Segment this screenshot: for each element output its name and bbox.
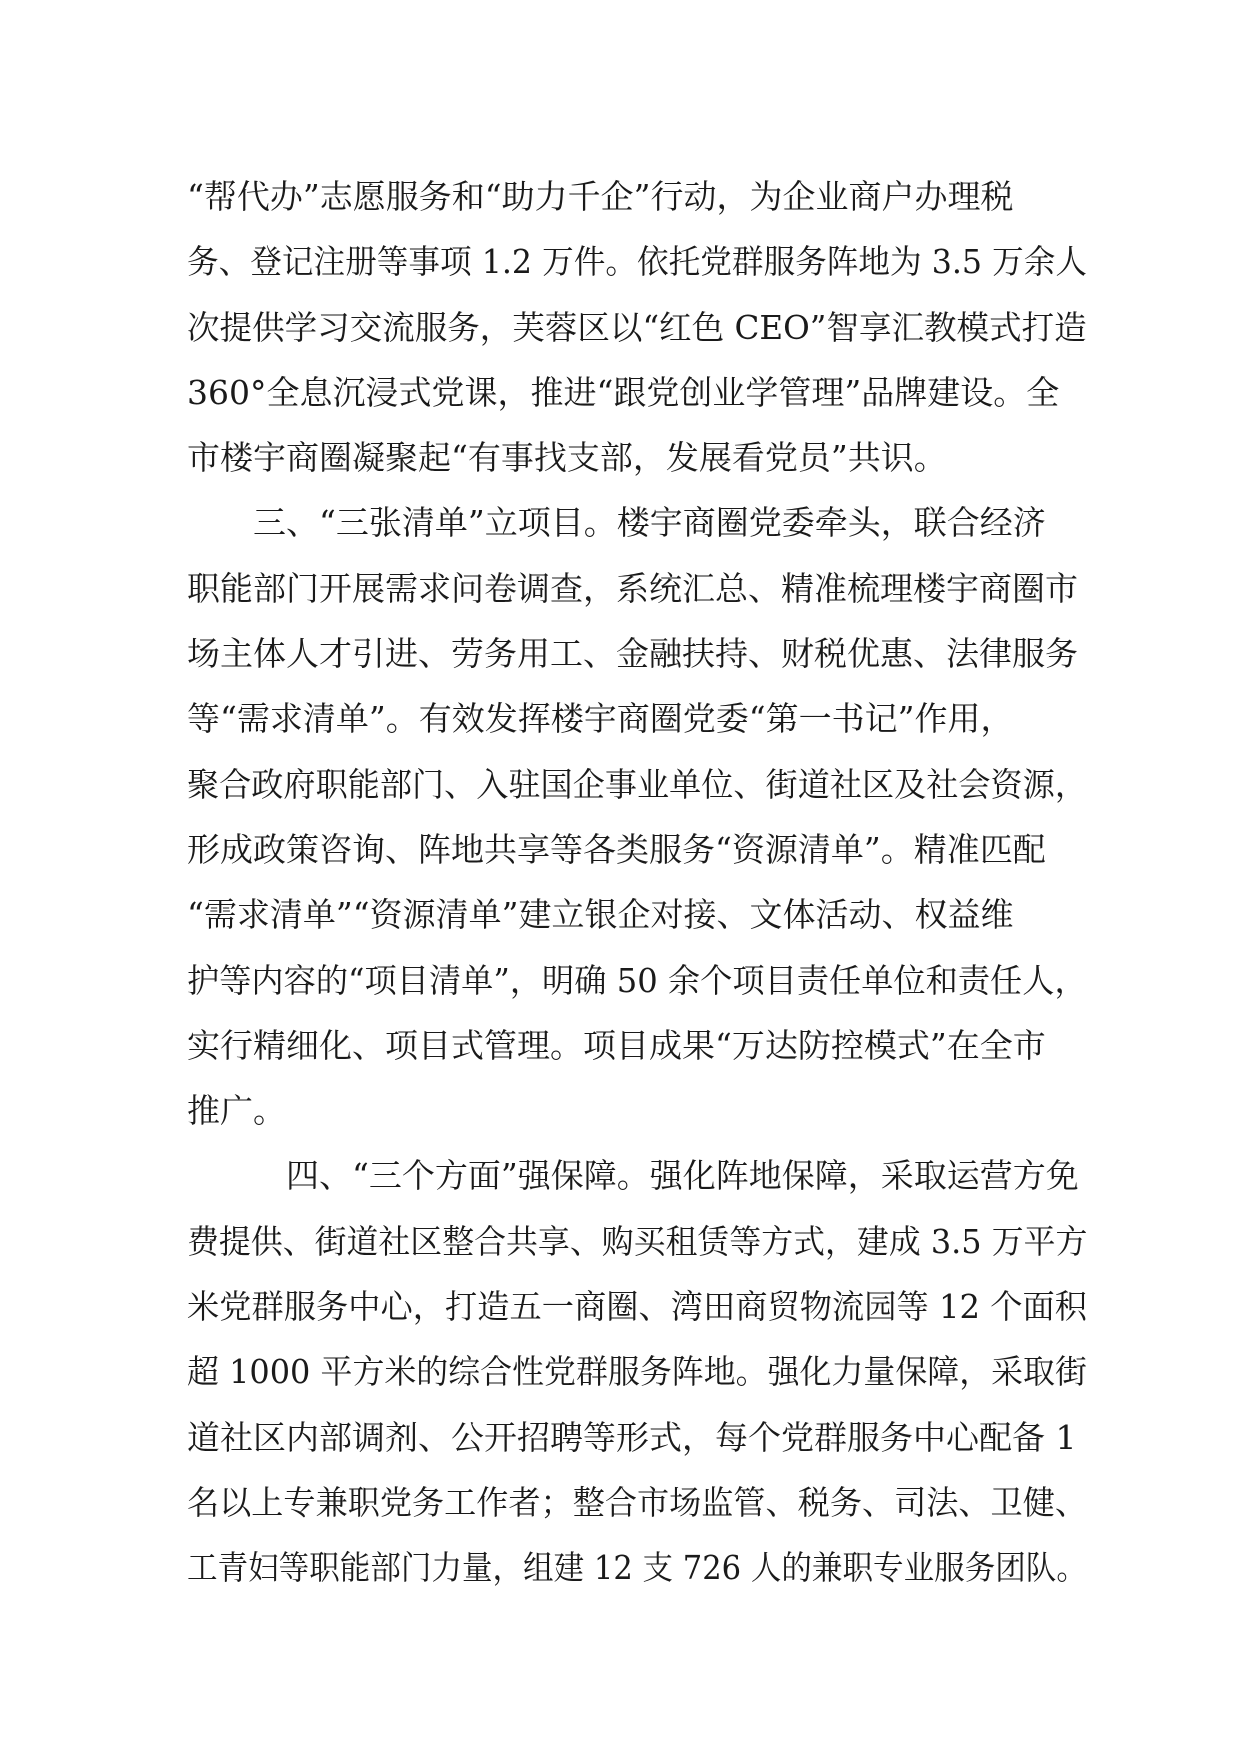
text-line: 护等内容的“项目清单”，明确 50 余个项目责任单位和责任人， [187,960,1087,1000]
section-heading-line: 四、“三个方面”强保障。强化阵地保障，采取运营方免 [187,1156,1079,1196]
text-line: 工青妇等职能部门力量，组建 12 支 726 人的兼职专业服务团队。 [187,1548,1087,1588]
text-line: 等“需求清单”。有效发挥楼宇商圈党委“第一书记”作用， [187,699,1014,739]
text-line: 市楼宇商圈凝聚起“有事找支部，发展看党员”共识。 [187,438,947,478]
section-heading-line: 三、“三张清单”立项目。楼宇商圈党委牵头，联合经济 [187,503,1046,543]
text-line: 聚合政府职能部门、入驻国企事业单位、街道社区及社会资源， [187,764,1087,804]
text-line: 360°全息沉浸式党课，推进“跟党创业学管理”品牌建设。全 [187,372,1060,412]
text-line: 职能部门开展需求问卷调查，系统汇总、精准梳理楼宇商圈市 [187,568,1078,608]
text-line: 名以上专兼职党务工作者；整合市场监管、税务、司法、卫健、 [187,1482,1087,1522]
text-line: 次提供学习交流服务，芙蓉区以“红色 CEO”智享汇教模式打造 [187,307,1087,347]
text-line: “需求清单”“资源清单”建立银企对接、文体活动、权益维 [187,895,1014,935]
text-line: 形成政策咨询、阵地共享等各类服务“资源清单”。精准匹配 [187,829,1046,869]
body-text [187,164,1087,1601]
text-line: 超 1000 平方米的综合性党群服务阵地。强化力量保障，采取街 [187,1352,1087,1392]
text-line: 米党群服务中心，打造五一商圈、湾田商贸物流园等 12 个面积 [187,1287,1087,1327]
text-line: 实行精细化、项目式管理。项目成果“万达防控模式”在全市 [187,1025,1046,1065]
text-line: 务、登记注册等事项 1.2 万件。依托党群服务阵地为 3.5 万余人 [187,242,1087,282]
text-line: 费提供、街道社区整合共享、购买租赁等方式，建成 3.5 万平方 [187,1221,1088,1261]
text-line: “帮代办”志愿服务和“助力千企”行动，为企业商户办理税 [187,177,1014,216]
text-line: 道社区内部调剂、公开招聘等形式，每个党群服务中心配备 1 [187,1417,1077,1457]
text-line: 推广。 [187,1091,286,1131]
text-line: 场主体人才引进、劳务用工、金融扶持、财税优惠、法律服务 [187,634,1078,674]
